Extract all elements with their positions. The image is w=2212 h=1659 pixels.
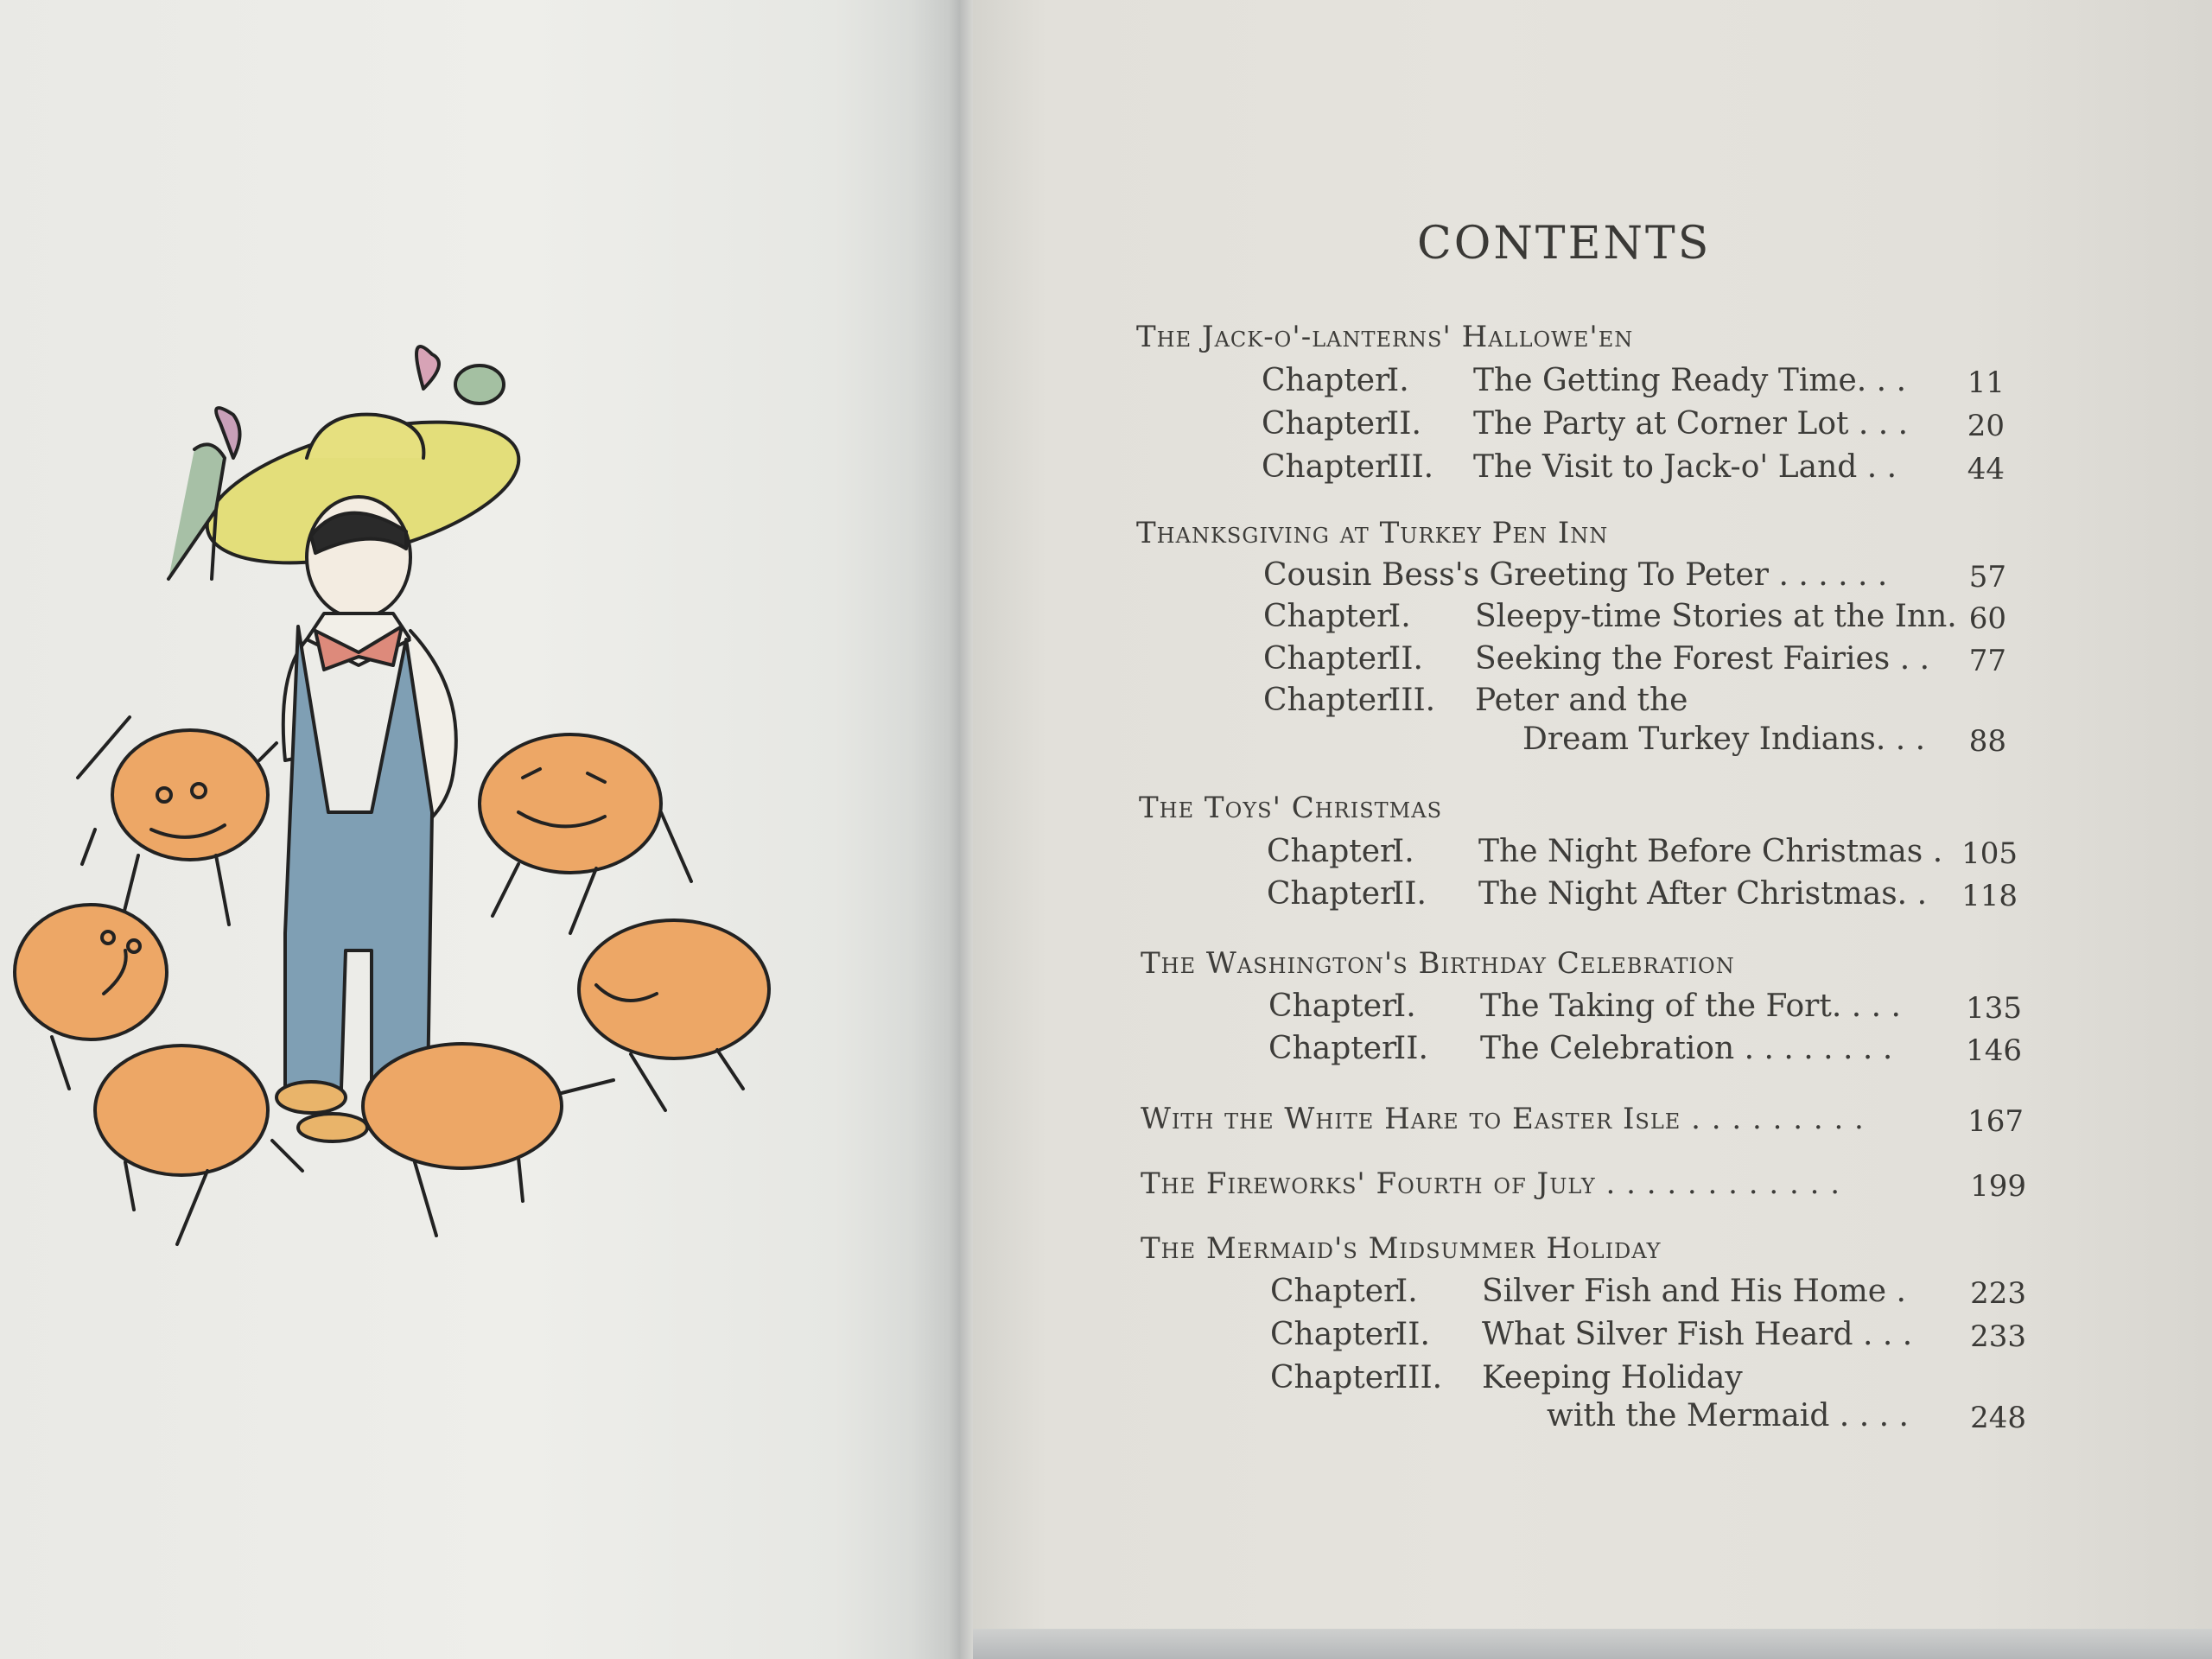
toc-page-number: 57 — [1968, 560, 2006, 594]
section-title: The Mermaid's Midsummer Holiday — [1141, 1231, 1662, 1266]
pumpkin-5 — [95, 1046, 302, 1244]
contents-title: CONTENTS — [1417, 218, 1712, 270]
toc-page-number: 223 — [1970, 1276, 2026, 1311]
toc-page-number: 77 — [1968, 644, 2006, 678]
section-title: With the White Hare to Easter Isle . . . . . . . . . — [1141, 1102, 1865, 1136]
book-gutter — [949, 0, 973, 1659]
toc-entry: ChapterI. Sleepy-time Stories at the Inn. — [1263, 599, 1957, 634]
toc-entry: ChapterII. What Silver Fish Heard . . . — [1270, 1317, 1913, 1352]
toc-page-number: 118 — [1961, 879, 2018, 913]
frontispiece-illustration — [0, 328, 864, 1262]
toc-entry-continued: with the Mermaid . . . . — [1547, 1398, 1909, 1433]
toc-page-number: 11 — [1967, 365, 2005, 400]
toc-page-number: 167 — [1967, 1104, 2024, 1139]
toc-page-number: 199 — [1970, 1169, 2026, 1204]
toc-entry: ChapterII. The Night After Christmas. . — [1267, 876, 1928, 912]
toc-entry: ChapterI. Silver Fish and His Home . — [1270, 1274, 1906, 1309]
fairy-wings-icon — [416, 346, 439, 389]
toc-page-number: 248 — [1970, 1401, 2026, 1435]
toc-entry: ChapterI. The Getting Ready Time. . . — [1262, 363, 1907, 398]
toc-entry: ChapterII. The Celebration . . . . . . . . — [1268, 1031, 1893, 1066]
toc-entry: ChapterIII. The Visit to Jack-o' Land . . — [1262, 449, 1897, 485]
toc-page-number: 88 — [1968, 724, 2006, 759]
toc-page-number: 20 — [1967, 409, 2005, 443]
toc-page-number: 105 — [1961, 836, 2018, 871]
boy-overalls — [285, 626, 432, 1089]
toc-entry: ChapterIII. Peter and the — [1263, 683, 1688, 718]
straw-hat-crown — [307, 415, 423, 458]
toc-entry: ChapterIII. Keeping Holiday — [1270, 1360, 1743, 1395]
toc-page-number: 233 — [1970, 1319, 2026, 1354]
toc-page-number: 44 — [1967, 452, 2005, 486]
section-title: The Washington's Birthday Celebration — [1141, 946, 1735, 981]
pumpkin-6 — [363, 1044, 613, 1236]
section-title: The Jack-o'-lanterns' Hallowe'en — [1136, 320, 1634, 354]
fairy-left — [168, 444, 225, 579]
toc-entry: ChapterI. The Taking of the Fort. . . . — [1268, 988, 1901, 1024]
page-bottom-edge — [973, 1629, 2212, 1659]
section-title: The Fireworks' Fourth of July . . . . . . . . . . . . — [1141, 1166, 1841, 1201]
section-title: The Toys' Christmas — [1139, 791, 1443, 825]
toc-entry: Cousin Bess's Greeting To Peter . . . . . . — [1263, 557, 1888, 593]
pumpkin-1 — [78, 717, 276, 925]
toc-entry: ChapterII. The Party at Corner Lot . . . — [1262, 406, 1909, 442]
toc-entry: ChapterI. The Night Before Christmas . — [1267, 834, 1943, 869]
fairy-right — [455, 365, 504, 404]
toc-entry: ChapterII. Seeking the Forest Fairies . . — [1263, 641, 1930, 677]
toc-entry-continued: Dream Turkey Indians. . . — [1522, 721, 1926, 757]
boy-left-shoe — [276, 1082, 346, 1113]
section-title: Thanksgiving at Turkey Pen Inn — [1136, 516, 1609, 550]
toc-page-number: 135 — [1966, 991, 2022, 1026]
toc-page-number: 60 — [1968, 601, 2006, 636]
pumpkin-3 — [15, 830, 167, 1089]
toc-page-number: 146 — [1966, 1033, 2022, 1068]
boy-right-shoe — [298, 1114, 367, 1141]
pumpkin-2 — [480, 734, 691, 933]
